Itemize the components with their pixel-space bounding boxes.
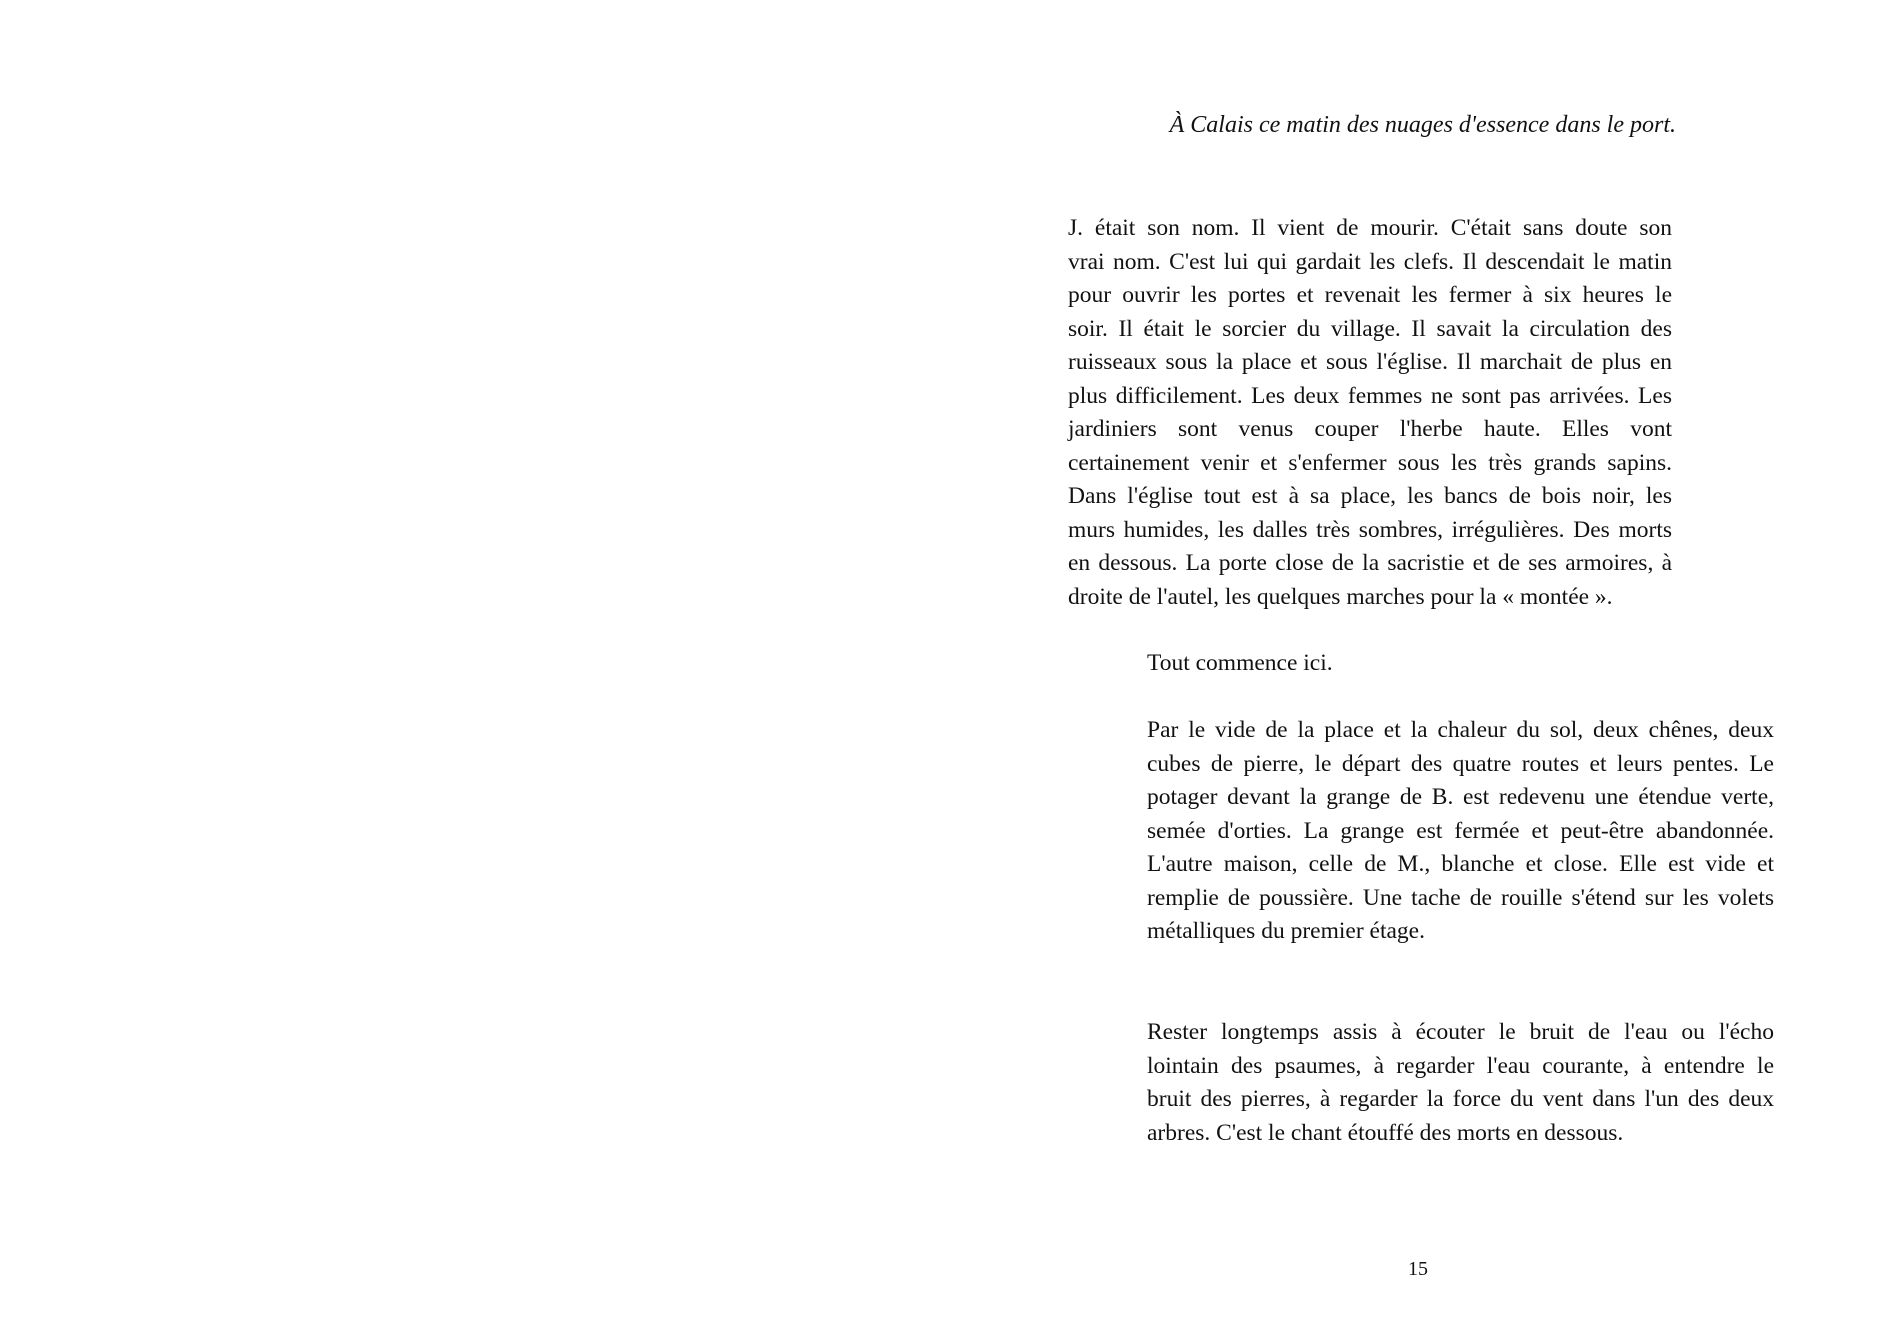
text-line: jardiniers sont venus couper l'herbe haute. Elles vont <box>1068 416 1672 442</box>
paragraph-2 <box>1147 647 1774 681</box>
text-line: L'autre maison, celle de M., blanche et close. Elle est vide et <box>1147 851 1774 877</box>
text-line: Rester longtemps assis à écouter le bruit de l'eau ou l'écho <box>1147 1019 1774 1045</box>
text-line: bruit des pierres, à regarder la force du vent dans l'un des deux <box>1147 1086 1774 1112</box>
paragraph-3 <box>1147 714 1774 949</box>
text-line: certainement venir et s'enfermer sous les très grands sapins. <box>1068 449 1672 476</box>
text-line: plus difficilement. Les deux femmes ne sont pas arrivées. Les <box>1068 382 1672 409</box>
text-line: Dans l'église tout est à sa place, les bancs de bois noir, les <box>1068 483 1672 509</box>
text-line: cubes de pierre, le départ des quatre routes et leurs pentes. Le <box>1147 750 1774 777</box>
paragraph-4 <box>1147 1016 1774 1150</box>
text-line: vrai nom. C'est lui qui gardait les clefs. Il descendait le matin <box>1068 248 1672 275</box>
text-line: soir. Il était le sorcier du village. Il savait la circulation des <box>1068 315 1672 342</box>
text-line: ruisseaux sous la place et sous l'église. Il marchait de plus en <box>1068 349 1672 375</box>
text-line: métalliques du premier étage. <box>1147 918 1425 944</box>
text-line: en dessous. La porte close de la sacristie et de ses armoires, à <box>1068 550 1672 576</box>
text-line: semée d'orties. La grange est fermée et peut-être abandonnée. <box>1147 817 1774 844</box>
text-line: arbres. C'est le chant étouffé des morts en dessous. <box>1147 1119 1624 1146</box>
text-line: Par le vide de la place et la chaleur du sol, deux chênes, deux <box>1147 717 1774 743</box>
text-line: J. était son nom. Il vient de mourir. C'était sans doute son <box>1068 215 1672 241</box>
text-line: murs humides, les dalles très sombres, irrégulières. Des morts <box>1068 516 1672 543</box>
text-line: remplie de poussière. Une tache de rouille s'étend sur les volets <box>1147 884 1774 911</box>
paragraph-1 <box>1068 212 1672 614</box>
text-line: lointain des psaumes, à regarder l'eau courante, à entendre le <box>1147 1052 1774 1079</box>
text-line: droite de l'autel, les quelques marches pour la « montée ». <box>1068 583 1613 610</box>
page-number: 15 <box>1408 1258 1428 1280</box>
text-line: Tout commence ici. <box>1147 650 1333 676</box>
text-line: potager devant la grange de B. est redevenu une étendue verte, <box>1147 784 1774 810</box>
text-line: pour ouvrir les portes et revenait les fermer à six heures le <box>1068 282 1672 308</box>
epigraph: À Calais ce matin des nuages d'essence dans le port. <box>1169 112 1676 138</box>
